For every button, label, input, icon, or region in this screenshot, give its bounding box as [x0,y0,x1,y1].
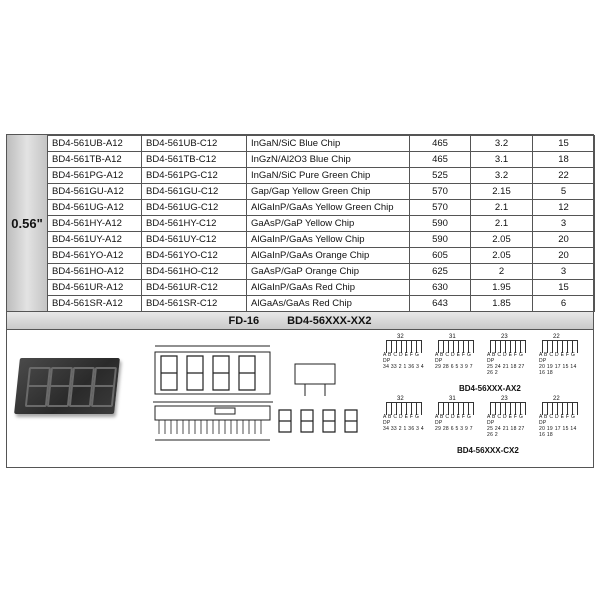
cell-c-part: BD4-561UG-C12 [142,200,247,216]
cell-chip: InGaN/SiC Pure Green Chip [247,168,410,184]
segment-letters: A B C D E F G DP [539,414,576,426]
cell-vf: 3.1 [471,152,533,168]
cell-vf: 3.2 [471,136,533,152]
cell-chip: AlGaInP/GaAs Yellow Green Chip [247,200,410,216]
digit-number: 23 [501,396,508,402]
cell-iv: 22 [533,168,595,184]
digit-number: 22 [553,396,560,402]
cell-c-part: BD4-561PG-C12 [142,168,247,184]
cell-vf: 1.95 [471,280,533,296]
cell-a-part: BD4-561UB-A12 [48,136,142,152]
spec-table [47,135,595,312]
cell-iv: 6 [533,296,595,312]
cell-c-part: BD4-561YO-C12 [142,248,247,264]
cell-iv: 15 [533,136,595,152]
cell-wavelength: 590 [410,216,471,232]
segment-letters: A B C D E F G DP [539,352,576,364]
package-code: FD-16 [228,314,260,327]
cell-wavelength: 525 [410,168,471,184]
pin-map [383,336,427,372]
pin-map [435,398,479,434]
pin-numbers: 20 19 17 15 14 16 18 [539,364,577,376]
digit-number: 22 [553,334,560,340]
digit-number: 31 [449,396,456,402]
table-row [48,168,595,184]
cell-a-part: BD4-561UY-A12 [48,232,142,248]
table-row [48,248,595,264]
cell-chip: GaAsP/GaP Orange Chip [247,264,410,280]
segment-letters: A B C D E F G DP [383,414,420,426]
cell-vf: 2.05 [471,248,533,264]
pin-numbers: 29 28 6 5 3 9 7 [435,364,473,370]
table-row [48,296,595,312]
cell-a-part: BD4-561SR-A12 [48,296,142,312]
pin-map [539,396,583,438]
cell-iv: 20 [533,248,595,264]
cell-wavelength: 590 [410,232,471,248]
cell-chip: AlGaAs/GaAs Red Chip [247,296,410,312]
pin-numbers: 20 19 17 15 14 16 18 [539,426,577,438]
table-row [48,200,595,216]
cell-wavelength: 570 [410,200,471,216]
cell-c-part: BD4-561GU-C12 [142,184,247,200]
segment-letters: A B C D E F G DP [435,414,472,426]
pin-map [383,398,427,434]
pin-numbers: 34 33 2 1 36 3 4 [383,364,424,370]
cell-wavelength: 465 [410,136,471,152]
cell-wavelength: 643 [410,296,471,312]
cell-chip: GaAsP/GaP Yellow Chip [247,216,410,232]
cell-vf: 2.05 [471,232,533,248]
cell-c-part: BD4-561HY-C12 [142,216,247,232]
cell-iv: 20 [533,232,595,248]
cell-a-part: BD4-561YO-A12 [48,248,142,264]
cell-vf: 2.1 [471,216,533,232]
cell-a-part: BD4-561UR-A12 [48,280,142,296]
cathode-circuit-label: BD4-56XXX-CX2 [457,446,519,455]
cell-chip: Gap/Gap Yellow Green Chip [247,184,410,200]
cell-a-part: BD4-561TB-A12 [48,152,142,168]
pin-map [539,334,583,376]
table-row [48,280,595,296]
cell-wavelength: 625 [410,264,471,280]
cell-c-part: BD4-561HO-C12 [142,264,247,280]
pin-numbers: 25 24 21 18 27 26 2 [487,364,525,376]
pin-numbers: 25 24 21 18 27 26 2 [487,426,525,438]
cell-wavelength: 605 [410,248,471,264]
cell-c-part: BD4-561TB-C12 [142,152,247,168]
cell-a-part: BD4-561UG-A12 [48,200,142,216]
pin-map [487,396,531,438]
cell-a-part: BD4-561HO-A12 [48,264,142,280]
dimension-drawing [145,334,375,462]
cell-chip: InGzN/Al2O3 Blue Chip [247,152,410,168]
cell-iv: 15 [533,280,595,296]
cell-iv: 3 [533,216,595,232]
cell-vf: 3.2 [471,168,533,184]
digit-number: 23 [501,334,508,340]
size-label: 0.56" [7,135,48,311]
cell-wavelength: 465 [410,152,471,168]
package-model: BD4-56XXX-XX2 [287,314,372,327]
cell-chip: AlGaInP/GaAs Red Chip [247,280,410,296]
anode-circuit-label: BD4-56XXX-AX2 [459,384,521,393]
table-row [48,136,595,152]
table-row [48,264,595,280]
table-row [48,232,595,248]
cell-vf: 1.85 [471,296,533,312]
cell-vf: 2 [471,264,533,280]
table-row [48,184,595,200]
table-row [48,216,595,232]
cell-chip: InGaN/SiC Blue Chip [247,136,410,152]
cell-vf: 2.1 [471,200,533,216]
segment-letters: A B C D E F G DP [383,352,420,364]
pin-map [487,334,531,376]
table-row [48,152,595,168]
spec-sheet [6,134,594,468]
cell-iv: 12 [533,200,595,216]
cell-c-part: BD4-561UY-C12 [142,232,247,248]
display-photo [14,358,120,414]
drawing-area [7,330,593,468]
digit-number: 32 [397,334,404,340]
cell-c-part: BD4-561UB-C12 [142,136,247,152]
pin-map [435,336,479,372]
pin-numbers: 29 28 6 5 3 9 7 [435,426,473,432]
segment-letters: A B C D E F G DP [435,352,472,364]
digit-number: 31 [449,334,456,340]
pin-numbers: 34 33 2 1 36 3 4 [383,426,424,432]
segment-letters: A B C D E F G DP [487,414,524,426]
cell-wavelength: 630 [410,280,471,296]
cell-iv: 5 [533,184,595,200]
segment-letters: A B C D E F G DP [487,352,524,364]
digit-number: 32 [397,396,404,402]
cell-iv: 18 [533,152,595,168]
package-bar [7,311,593,330]
cell-chip: AlGaInP/GaAs Yellow Chip [247,232,410,248]
cell-iv: 3 [533,264,595,280]
cell-a-part: BD4-561HY-A12 [48,216,142,232]
cell-c-part: BD4-561UR-C12 [142,280,247,296]
cell-a-part: BD4-561PG-A12 [48,168,142,184]
cell-a-part: BD4-561GU-A12 [48,184,142,200]
cell-chip: AlGaInP/GaAs Orange Chip [247,248,410,264]
cell-wavelength: 570 [410,184,471,200]
cell-c-part: BD4-561SR-C12 [142,296,247,312]
cell-vf: 2.15 [471,184,533,200]
